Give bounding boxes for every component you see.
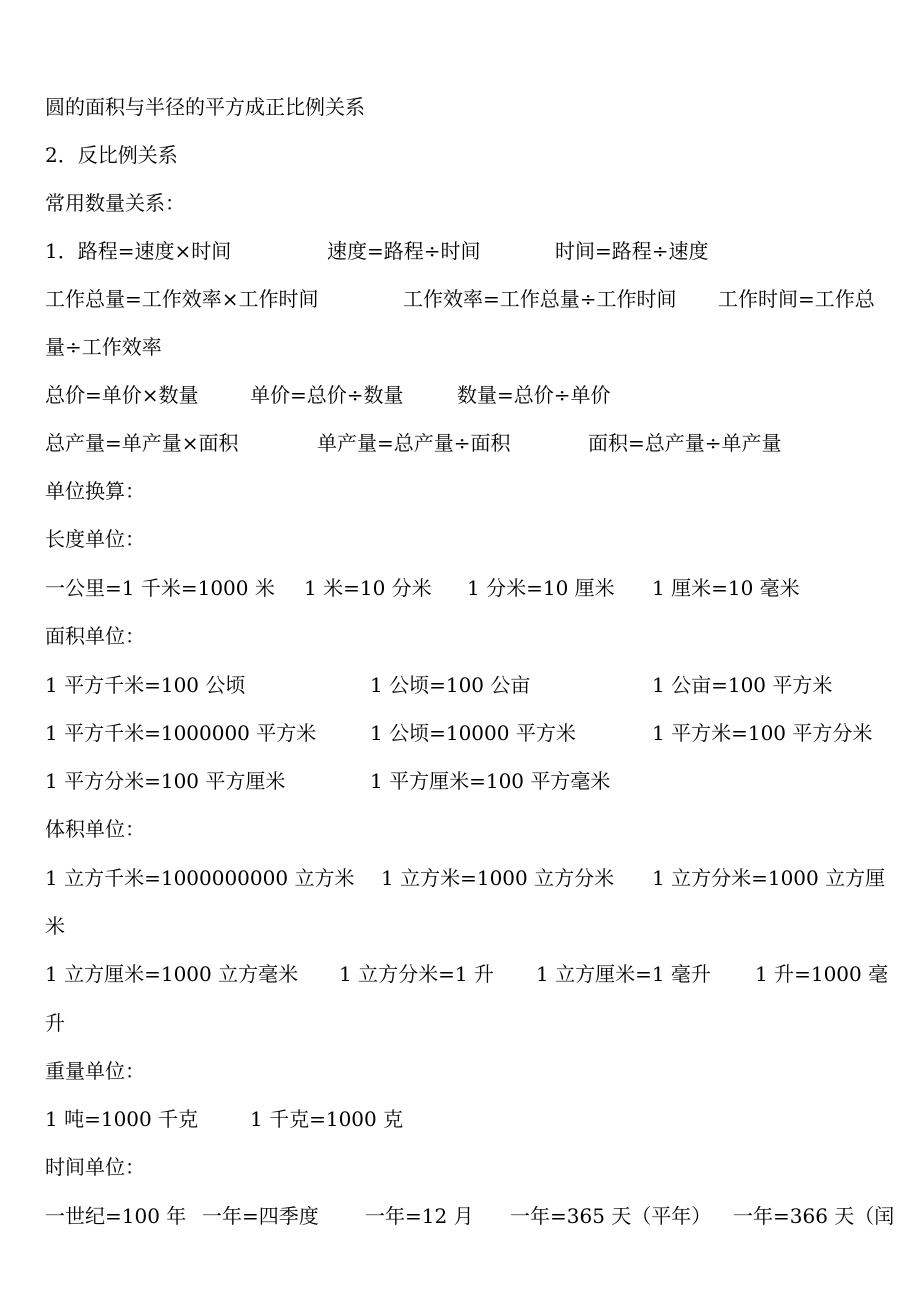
text-segment: 数量=总价÷单价	[457, 383, 611, 407]
text-segment: 面积=总产量÷单产量	[588, 431, 782, 455]
text-segment: 1 平方分米=100 平方厘米	[45, 769, 286, 793]
text-segment: 1．路程=速度×时间	[45, 239, 232, 263]
text-segment: 2．反比例关系	[45, 143, 178, 167]
text-segment: 工作总量=工作效率×工作时间	[45, 287, 319, 311]
text-segment: 一年=四季度	[202, 1204, 319, 1228]
text-segment: 1 平方厘米=100 平方毫米	[370, 769, 611, 793]
text-segment: 面积单位：	[45, 624, 145, 648]
text-segment: 1 公亩=100 平方米	[652, 673, 833, 697]
text-segment: 1 公顷=100 公亩	[370, 673, 531, 697]
text-segment: 1 立方厘米=1000 立方毫米	[45, 962, 299, 986]
text-segment: 重量单位：	[45, 1059, 145, 1083]
text-segment: 米	[45, 914, 65, 938]
text-segment: 1 立方分米=1000 立方厘	[652, 866, 886, 890]
text-segment: 1 立方厘米=1 毫升	[536, 962, 711, 986]
text-segment: 长度单位：	[45, 527, 145, 551]
text-segment: 速度=路程÷时间	[327, 239, 481, 263]
text-segment: 单位换算：	[45, 479, 145, 503]
text-segment: 一年=12 月	[365, 1204, 474, 1228]
text-segment: 量÷工作效率	[45, 335, 162, 359]
text-segment: 一世纪=100 年	[45, 1204, 187, 1228]
text-segment: 1 米=10 分米	[304, 576, 432, 600]
text-segment: 一年=365 天（平年）	[510, 1204, 712, 1228]
text-segment: 一公里=1 千米=1000 米	[45, 576, 275, 600]
text-segment: 单价=总价÷数量	[250, 383, 404, 407]
text-segment: 1 平方千米=1000000 平方米	[45, 721, 317, 745]
text-segment: 总产量=单产量×面积	[45, 431, 239, 455]
text-segment: 1 吨=1000 千克	[45, 1107, 199, 1131]
text-segment: 时间=路程÷速度	[555, 239, 709, 263]
text-segment: 1 升=1000 毫	[755, 962, 889, 986]
text-segment: 总价=单价×数量	[45, 383, 199, 407]
text-segment: 体积单位：	[45, 817, 145, 841]
text-segment: 1 平方米=100 平方分米	[652, 721, 873, 745]
text-segment: 1 立方千米=1000000000 立方米	[45, 866, 355, 890]
text-segment: 圆的面积与半径的平方成正比例关系	[45, 95, 365, 119]
text-segment: 1 分米=10 厘米	[467, 576, 615, 600]
text-segment: 时间单位：	[45, 1155, 145, 1179]
text-segment: 1 平方千米=100 公顷	[45, 673, 246, 697]
text-segment: 1 厘米=10 毫米	[652, 576, 800, 600]
text-segment: 单产量=总产量÷面积	[317, 431, 511, 455]
text-segment: 升	[45, 1011, 65, 1035]
text-segment: 1 公顷=10000 平方米	[370, 721, 576, 745]
text-segment: 工作效率=工作总量÷工作时间	[403, 287, 677, 311]
text-segment: 1 立方分米=1 升	[339, 962, 494, 986]
text-segment: 一年=366 天（闰	[733, 1204, 895, 1228]
text-segment: 常用数量关系：	[45, 191, 185, 215]
text-segment: 1 千克=1000 克	[250, 1107, 404, 1131]
text-segment: 工作时间=工作总	[718, 287, 875, 311]
text-segment: 1 立方米=1000 立方分米	[381, 866, 615, 890]
